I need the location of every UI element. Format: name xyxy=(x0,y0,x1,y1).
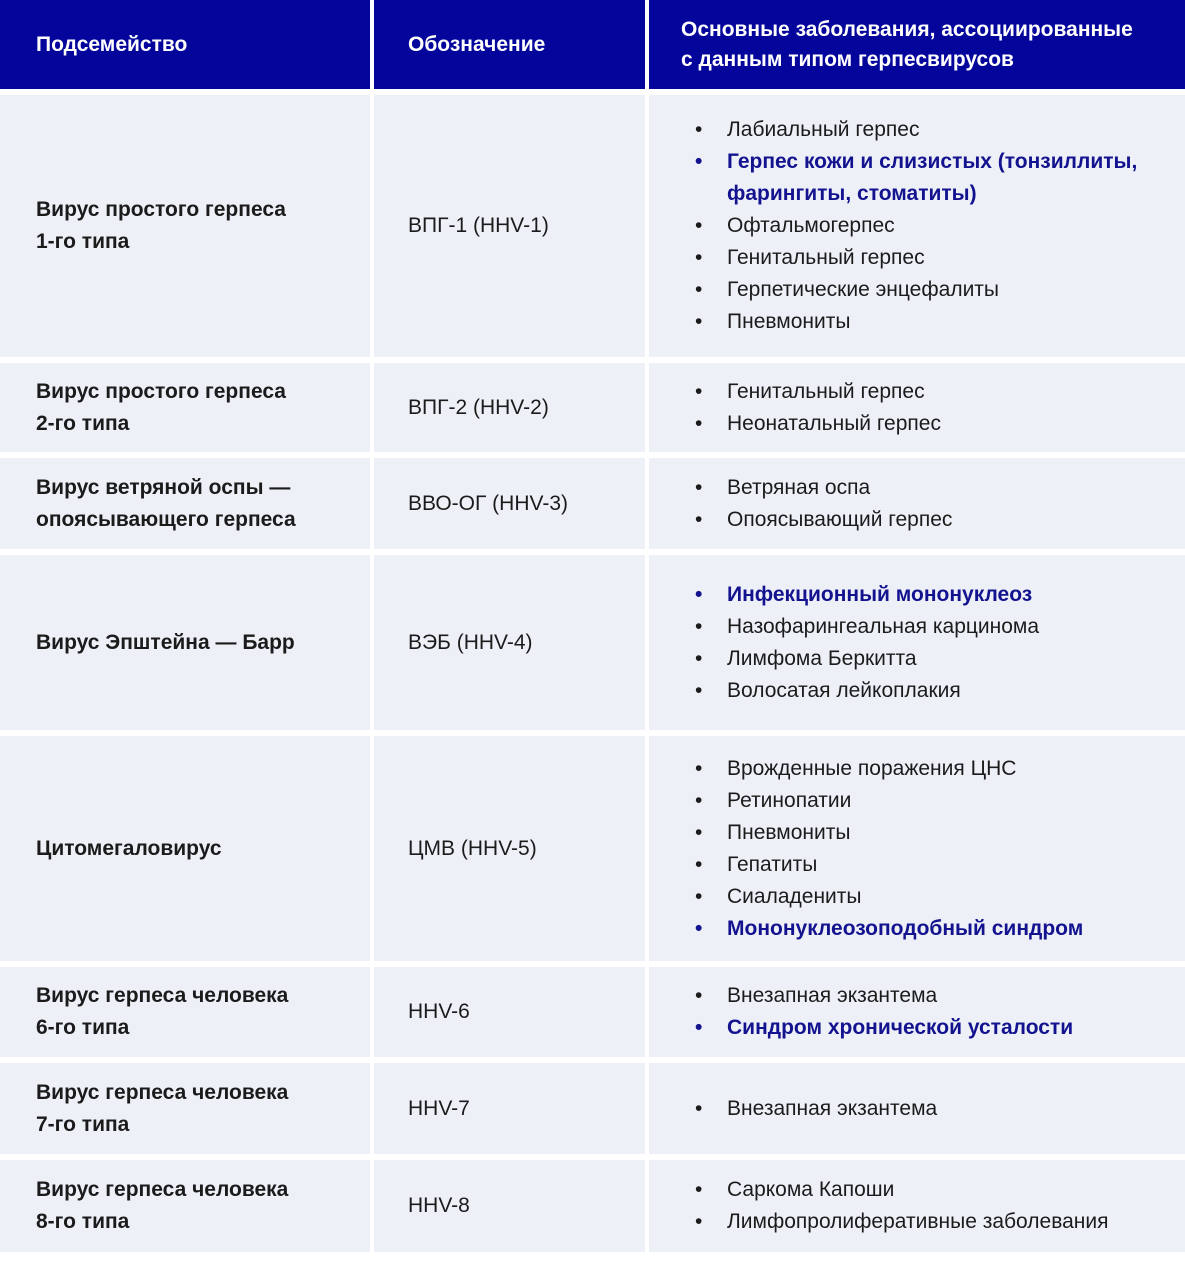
header-cell-diseases xyxy=(649,0,1185,89)
bullet-icon: • xyxy=(695,646,703,670)
bullet-icon: • xyxy=(695,614,703,638)
diseases-cell xyxy=(649,1160,1185,1252)
subfamily-cell xyxy=(0,555,370,730)
header-label-subfamily: Подсемейство xyxy=(36,32,188,56)
diseases-cell xyxy=(649,1063,1185,1154)
disease-label: Герпетические энцефалиты xyxy=(727,278,1000,301)
virus-name: Вирус простого герпеса 2-го типа xyxy=(36,379,286,435)
bullet-icon: • xyxy=(695,984,703,1007)
disease-item xyxy=(681,146,1185,210)
bullet-icon: • xyxy=(695,852,703,876)
disease-item xyxy=(681,913,1083,945)
disease-item xyxy=(681,785,1083,817)
virus-designation: ВЭБ (HHV-4) xyxy=(408,630,533,654)
designation-cell xyxy=(374,363,645,452)
subfamily-cell xyxy=(0,736,370,961)
bullet-icon: • xyxy=(695,756,703,780)
disease-label: Офтальмогерпес xyxy=(727,214,895,237)
bullet-icon: • xyxy=(695,246,703,269)
disease-label: Внезапная экзантема xyxy=(727,984,938,1007)
disease-list xyxy=(681,1093,937,1125)
disease-label: Саркома Капоши xyxy=(727,1178,895,1201)
virus-name: Вирус ветряной оспы — опоясывающего герпеса xyxy=(36,475,296,531)
bullet-icon: • xyxy=(695,379,703,403)
bullet-icon: • xyxy=(695,1210,703,1233)
virus-designation: ВПГ-1 (HHV-1) xyxy=(408,214,549,237)
disease-item xyxy=(681,579,1039,611)
virus-name: Вирус Эпштейна — Барр xyxy=(36,630,295,654)
disease-item xyxy=(681,504,952,536)
bullet-icon: • xyxy=(695,507,703,531)
diseases-cell xyxy=(649,363,1185,452)
virus-name: Вирус герпеса человека 8-го типа xyxy=(36,1178,289,1233)
disease-item xyxy=(681,1093,937,1125)
disease-label: Синдром хронической усталости xyxy=(727,1016,1074,1039)
bullet-icon: • xyxy=(695,820,703,844)
bullet-icon: • xyxy=(695,150,703,173)
disease-item xyxy=(681,242,1185,274)
disease-list xyxy=(681,753,1083,945)
bullet-icon: • xyxy=(695,678,703,702)
designation-cell xyxy=(374,458,645,549)
designation-cell xyxy=(374,1160,645,1252)
disease-label: Генитальный герпес xyxy=(727,246,925,269)
disease-label: Врожденные поражения ЦНС xyxy=(727,756,1017,780)
disease-label: Ретинопатии xyxy=(727,788,852,812)
diseases-cell xyxy=(649,555,1185,730)
bullet-icon: • xyxy=(695,788,703,812)
disease-item xyxy=(681,472,952,504)
disease-label: Лимфопролиферативные заболевания xyxy=(727,1210,1109,1233)
designation-cell xyxy=(374,95,645,357)
header-label-designation: Обозначение xyxy=(408,32,546,56)
virus-designation: HHV-7 xyxy=(408,1096,470,1120)
disease-item xyxy=(681,376,941,408)
disease-item xyxy=(681,1174,1109,1206)
disease-label: Мононуклеозоподобный синдром xyxy=(727,916,1084,940)
subfamily-cell xyxy=(0,95,370,357)
disease-list xyxy=(681,376,941,440)
bullet-icon: • xyxy=(695,278,703,301)
subfamily-cell xyxy=(0,458,370,549)
disease-item xyxy=(681,675,1039,707)
bullet-icon: • xyxy=(695,582,703,606)
bullet-icon: • xyxy=(695,475,703,499)
diseases-cell xyxy=(649,95,1185,357)
designation-cell xyxy=(374,736,645,961)
virus-designation: ВВО-ОГ (HHV-3) xyxy=(408,491,569,515)
disease-item xyxy=(681,980,1073,1012)
disease-label: Лабиальный герпес xyxy=(727,118,920,141)
disease-label: Опоясывающий герпес xyxy=(727,507,953,531)
bullet-icon: • xyxy=(695,118,703,141)
disease-item xyxy=(681,753,1083,785)
disease-item xyxy=(681,643,1039,675)
disease-label: Гепатиты xyxy=(727,852,818,876)
subfamily-cell xyxy=(0,1063,370,1154)
disease-item xyxy=(681,611,1039,643)
disease-item xyxy=(681,408,941,440)
virus-designation: HHV-6 xyxy=(408,1000,470,1023)
virus-designation: ЦМВ (HHV-5) xyxy=(408,836,537,860)
disease-label: Неонатальный герпес xyxy=(727,411,941,435)
disease-label: Пневмониты xyxy=(727,820,851,844)
disease-label: Назофарингеальная карцинома xyxy=(727,614,1040,638)
disease-item xyxy=(681,817,1083,849)
virus-name: Вирус простого герпеса 1-го типа xyxy=(36,198,286,253)
disease-item xyxy=(681,306,1185,338)
disease-label: Сиаладениты xyxy=(727,884,862,908)
designation-cell xyxy=(374,555,645,730)
disease-list xyxy=(681,472,952,536)
disease-item xyxy=(681,210,1185,242)
disease-label: Внезапная экзантема xyxy=(727,1096,938,1120)
disease-list xyxy=(681,579,1039,707)
bullet-icon: • xyxy=(695,1096,703,1120)
disease-item xyxy=(681,881,1083,913)
virus-name: Вирус герпеса человека 7-го типа xyxy=(36,1080,289,1136)
header-cell-designation xyxy=(374,0,645,89)
subfamily-cell xyxy=(0,967,370,1057)
subfamily-cell xyxy=(0,1160,370,1252)
bullet-icon: • xyxy=(695,310,703,333)
disease-label: Генитальный герпес xyxy=(727,379,925,403)
virus-name: Вирус герпеса человека 6-го типа xyxy=(36,984,289,1039)
diseases-cell xyxy=(649,736,1185,961)
diseases-cell xyxy=(649,458,1185,549)
disease-item xyxy=(681,1206,1109,1238)
disease-label: Пневмониты xyxy=(727,310,851,333)
virus-name: Цитомегаловирус xyxy=(36,836,222,860)
bullet-icon: • xyxy=(695,1178,703,1201)
designation-cell xyxy=(374,1063,645,1154)
virus-designation: HHV-8 xyxy=(408,1194,470,1217)
header-label-diseases: Основные заболевания, ассоциированные с данным типом герпесвирусов xyxy=(681,17,1133,71)
bullet-icon: • xyxy=(695,1016,703,1039)
disease-label: Волосатая лейкоплакия xyxy=(727,678,961,702)
bullet-icon: • xyxy=(695,884,703,908)
header-cell-subfamily xyxy=(0,0,370,89)
disease-list xyxy=(681,114,1185,338)
disease-label: Инфекционный мононуклеоз xyxy=(727,582,1033,606)
bullet-icon: • xyxy=(695,411,703,435)
subfamily-cell xyxy=(0,363,370,452)
designation-cell xyxy=(374,967,645,1057)
disease-item xyxy=(681,849,1083,881)
bullet-icon: • xyxy=(695,214,703,237)
diseases-cell xyxy=(649,967,1185,1057)
disease-label: Лимфома Беркитта xyxy=(727,646,917,670)
disease-label: Ветряная оспа xyxy=(727,475,871,499)
disease-item xyxy=(681,114,1185,146)
disease-item xyxy=(681,274,1185,306)
disease-item xyxy=(681,1012,1073,1044)
disease-label: Герпес кожи и слизистых (тонзиллиты, фарингиты, стоматиты) xyxy=(727,150,1138,205)
virus-designation: ВПГ-2 (HHV-2) xyxy=(408,395,549,419)
bullet-icon: • xyxy=(695,916,703,940)
disease-list xyxy=(681,980,1073,1044)
disease-list xyxy=(681,1174,1109,1238)
